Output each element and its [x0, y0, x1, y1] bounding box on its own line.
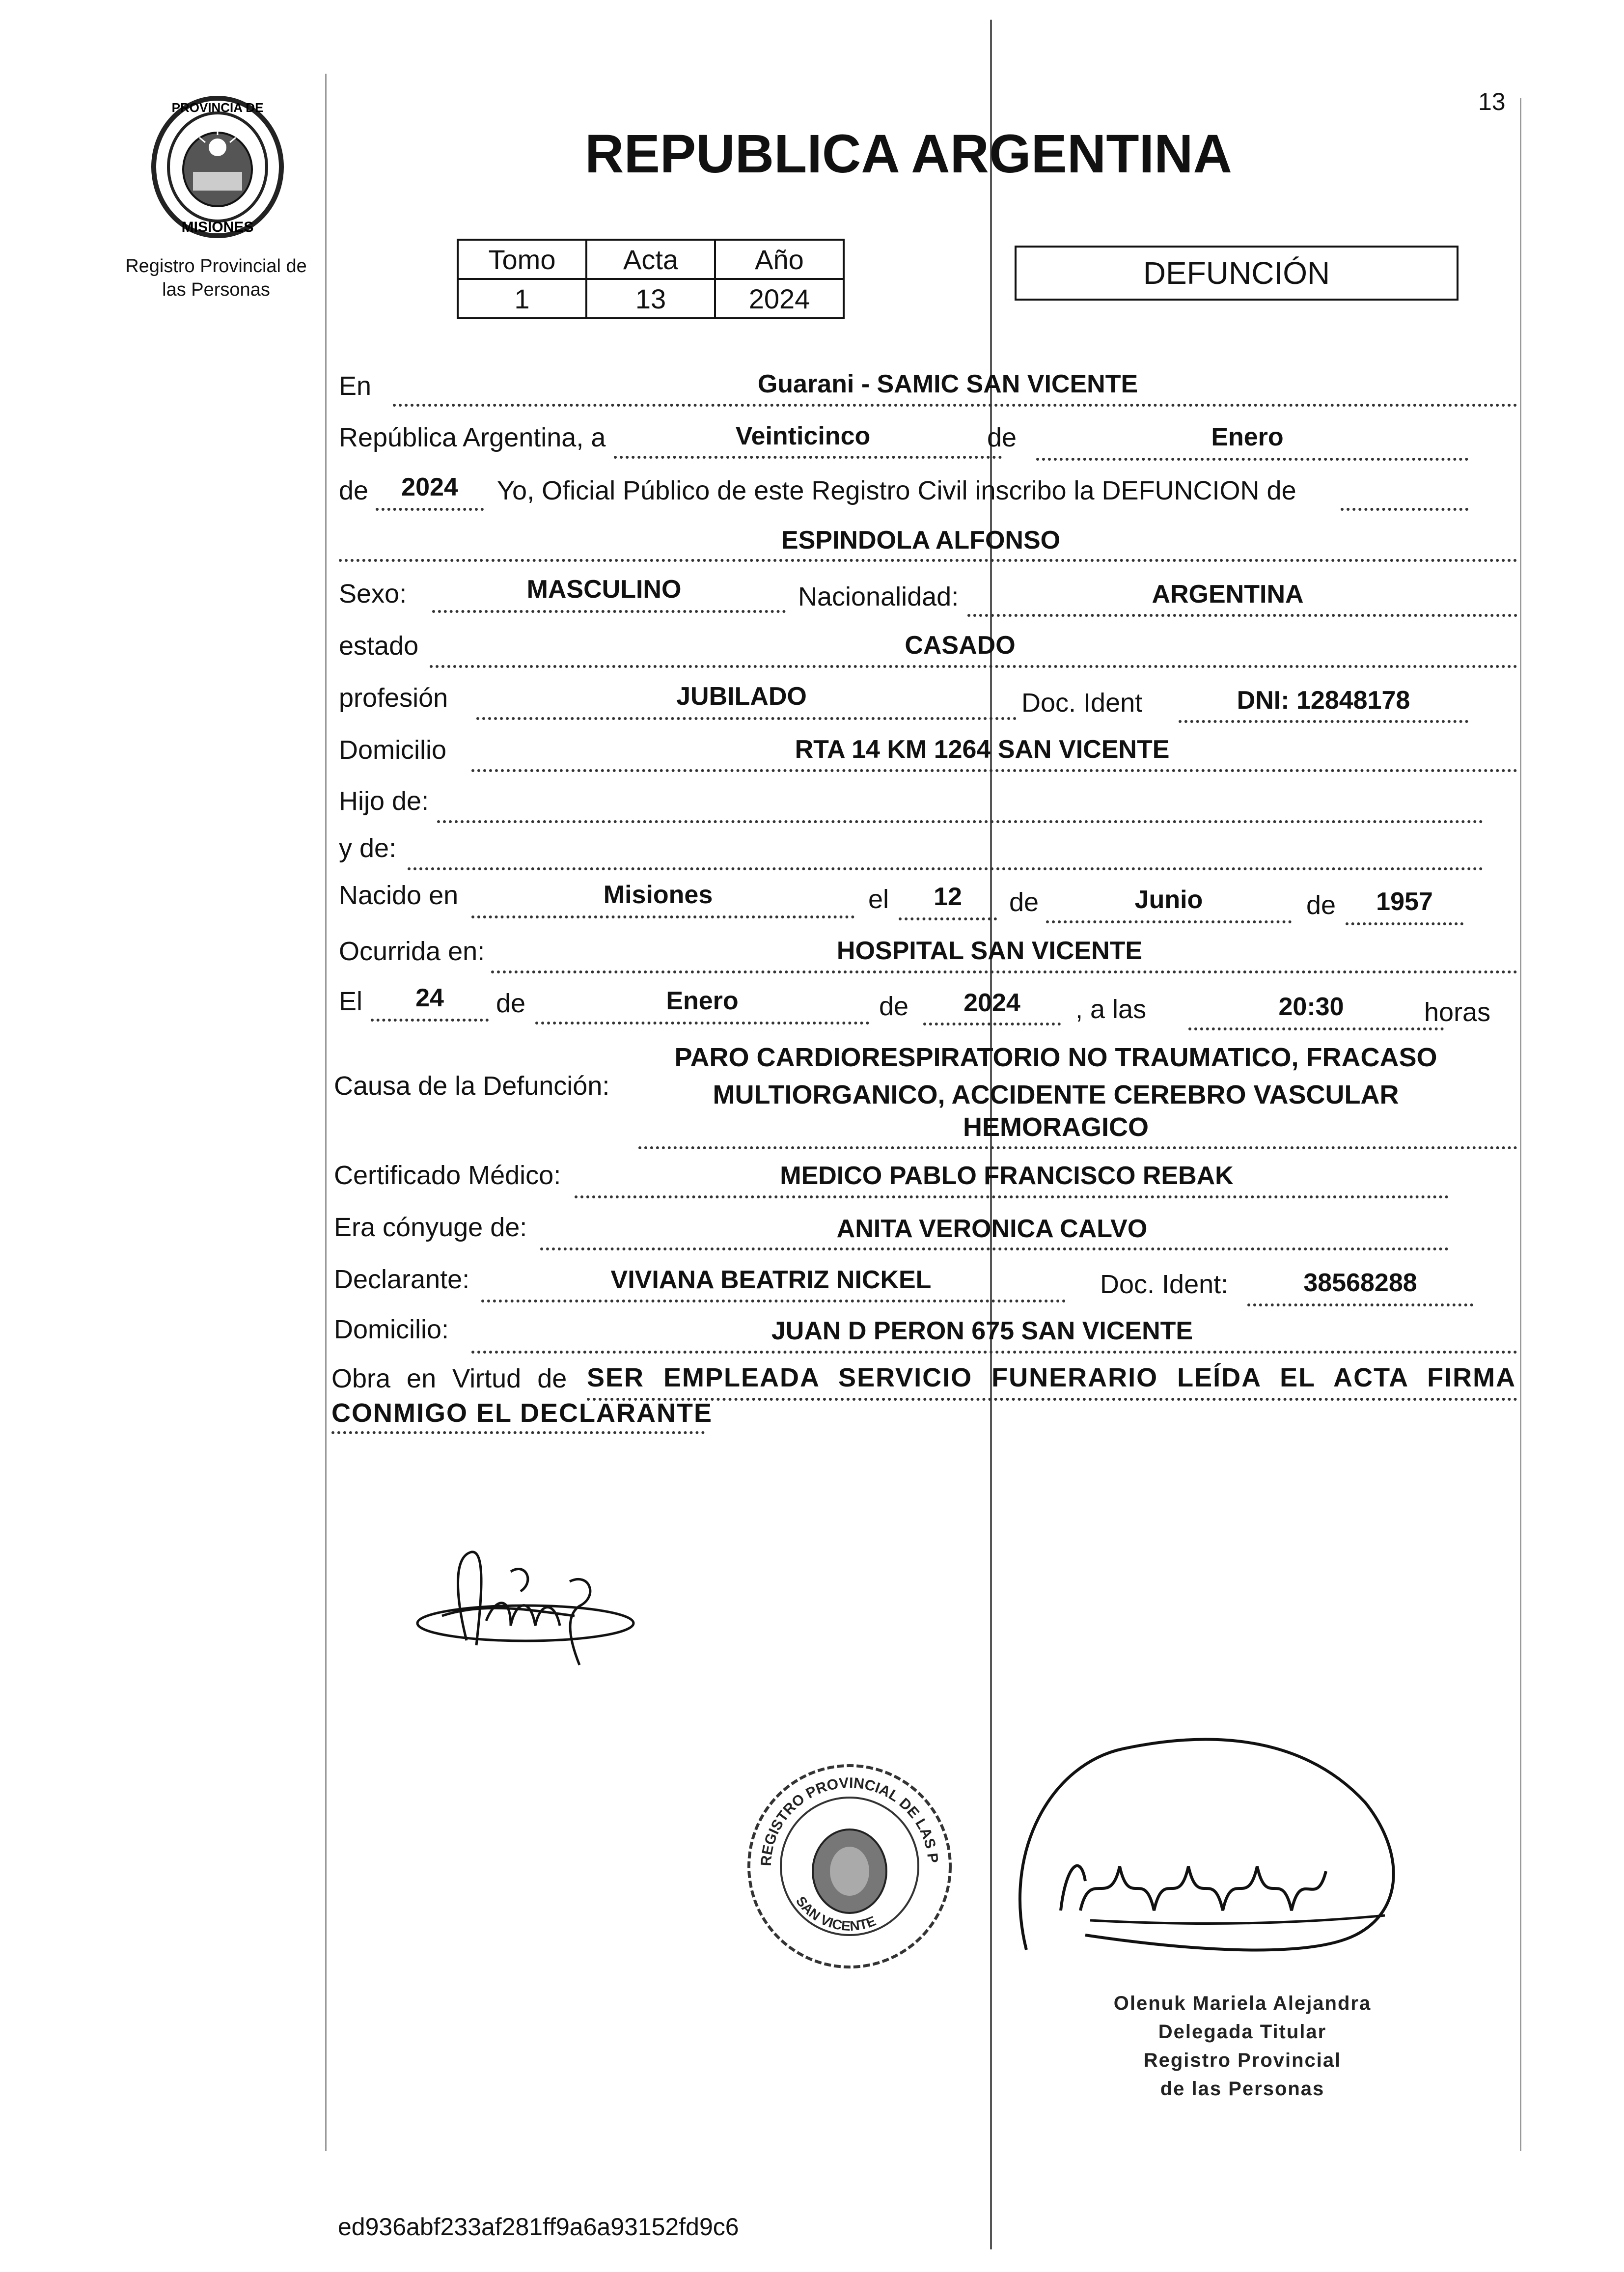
domicilio2-line	[471, 1351, 1517, 1354]
record-val-tomo: 1	[458, 279, 586, 318]
yde-label: y de:	[339, 833, 397, 863]
def-de2-label: de	[879, 992, 909, 1021]
left-margin-rule	[325, 74, 327, 2151]
obra-label: Obra en Virtud de	[331, 1364, 567, 1393]
causa-line	[638, 1146, 1517, 1149]
hora-line	[1188, 1027, 1444, 1030]
obra-value-2: CONMIGO EL DECLARANTE	[331, 1398, 713, 1428]
nac-anio-value: 1957	[1376, 887, 1433, 916]
anio-value: 2024	[401, 473, 458, 501]
certificado-label: Certificado Médico:	[334, 1161, 561, 1190]
registry-name	[113, 254, 319, 302]
nac-de-label: de	[1009, 887, 1039, 917]
declarante-line	[481, 1300, 1066, 1302]
record-val-anio: 2024	[715, 279, 844, 318]
def-anio-value: 2024	[963, 989, 1020, 1017]
profesion-value: JUBILADO	[676, 682, 807, 711]
registry-line-2: las Personas	[162, 279, 270, 300]
causa-label: Causa de la Defunción:	[334, 1071, 610, 1101]
official-signature	[963, 1704, 1454, 2009]
official-title: Delegada Titular	[1158, 2021, 1327, 2043]
estado-value: CASADO	[905, 631, 1016, 660]
seal-city-text: SAN VICENTE	[793, 1893, 878, 1934]
en-label: En	[339, 371, 372, 401]
nac-de2-label: de	[1306, 890, 1336, 920]
record-col-tomo: Tomo	[458, 240, 586, 279]
declarante-label: Declarante:	[334, 1265, 470, 1294]
doc2-line	[1247, 1303, 1473, 1306]
republica-label: República Argentina, a	[339, 423, 606, 452]
domicilio2-label: Domicilio:	[334, 1315, 449, 1344]
doc2-value: 38568288	[1303, 1269, 1417, 1297]
nacionalidad-value: ARGENTINA	[1152, 580, 1304, 609]
right-margin-rule	[1520, 98, 1521, 2151]
obra-line-2	[331, 1431, 705, 1434]
document-hash: ed936abf233af281ff9a6a93152fd9c6	[338, 2213, 739, 2241]
dia-line	[614, 456, 1002, 459]
official-name: Olenuk Mariela Alejandra	[1113, 1993, 1372, 2014]
declarant-signature	[413, 1542, 638, 1675]
alas-label: , a las	[1075, 995, 1147, 1024]
hijo-label: Hijo de:	[339, 786, 429, 816]
el2-label: El	[339, 987, 363, 1016]
estado-line	[430, 665, 1517, 668]
en-line	[393, 404, 1517, 407]
conyuge-value: ANITA VERONICA CALVO	[836, 1215, 1148, 1243]
record-table	[457, 239, 845, 319]
nacido-label: Nacido en	[339, 881, 459, 910]
doc2-label: Doc. Ident:	[1100, 1270, 1229, 1299]
ocurrida-value: HOSPITAL SAN VICENTE	[836, 937, 1143, 965]
causa-line-2: MULTIORGANICO, ACCIDENTE CEREBRO VASCULAR	[713, 1080, 1399, 1109]
yde-line	[408, 867, 1483, 870]
obra-value-1: SER EMPLEADA SERVICIO FUNERARIO LEÍDA EL ACTA FIRMA	[587, 1363, 1516, 1392]
official-stamp	[1071, 1989, 1414, 2103]
sexo-label: Sexo:	[339, 579, 407, 609]
nac-mes-line	[1046, 920, 1292, 923]
mes-line	[1036, 458, 1468, 461]
profesion-line	[476, 717, 1017, 720]
nombre-line	[339, 559, 1517, 562]
official-seal	[742, 1758, 958, 1974]
nacionalidad-line	[967, 614, 1517, 617]
def-mes-line	[535, 1022, 869, 1025]
conyuge-label: Era cónyuge de:	[334, 1213, 527, 1242]
def-anio-line	[923, 1023, 1061, 1025]
declarante-value: VIVIANA BEATRIZ NICKEL	[610, 1266, 932, 1294]
profesion-label: profesión	[339, 683, 448, 713]
page-number: 13	[1478, 88, 1506, 115]
provincial-emblem	[146, 88, 289, 241]
record-col-anio: Año	[715, 240, 844, 279]
seal-ring-text: REGISTRO PROVINCIAL DE LAS P	[758, 1774, 941, 1867]
registry-line-1: Registro Provincial de	[125, 256, 307, 277]
page-title: REPUBLICA ARGENTINA	[585, 124, 1232, 184]
doc-line	[1179, 720, 1468, 723]
conyuge-line	[540, 1247, 1449, 1250]
def-mes-value: Enero	[666, 987, 739, 1015]
de2-label: de	[339, 476, 369, 505]
domicilio-line	[471, 769, 1517, 772]
nac-mes-value: Junio	[1134, 886, 1203, 914]
ocurrida-label: Ocurrida en:	[339, 937, 485, 966]
obra-line-1	[587, 1398, 1517, 1401]
official-registry: Registro Provincial	[1143, 2050, 1342, 2071]
nac-dia-line	[899, 917, 997, 920]
record-val-acta: 13	[586, 279, 715, 318]
def-dia-value: 24	[415, 984, 444, 1012]
nombre-value: ESPINDOLA ALFONSO	[781, 526, 1061, 554]
mes-value: Enero	[1211, 423, 1284, 451]
doc-value: DNI: 12848178	[1237, 686, 1410, 715]
oficial-text: Yo, Oficial Público de este Registro Civil inscribo la DEFUNCION de	[497, 476, 1296, 505]
oficial-line	[1341, 508, 1468, 511]
emblem-ring-text: PROVINCIA DE	[171, 100, 264, 115]
estado-label: estado	[339, 631, 419, 661]
causa-line-1: PARO CARDIORESPIRATORIO NO TRAUMATICO, FRACASO	[674, 1043, 1437, 1072]
nac-anio-line	[1346, 922, 1463, 925]
certificado-value: MEDICO PABLO FRANCISCO REBAK	[780, 1162, 1234, 1190]
domicilio-value: RTA 14 KM 1264 SAN VICENTE	[795, 735, 1170, 764]
nacido-value: Misiones	[603, 881, 713, 909]
ocurrida-line	[491, 970, 1517, 973]
nacido-line	[471, 915, 854, 918]
el-label: el	[868, 885, 889, 914]
official-registry-2: de las Personas	[1160, 2078, 1325, 2100]
sexo-value: MASCULINO	[526, 575, 682, 604]
hora-value: 20:30	[1278, 993, 1344, 1021]
hijo-line	[437, 820, 1483, 823]
record-col-acta: Acta	[586, 240, 715, 279]
horas-label: horas	[1424, 997, 1491, 1027]
nac-dia-value: 12	[934, 883, 962, 911]
domicilio2-value: JUAN D PERON 675 SAN VICENTE	[771, 1317, 1193, 1345]
de-label: de	[987, 423, 1017, 452]
dia-value: Veinticinco	[735, 422, 871, 450]
emblem-bottom-text: MISIONES	[181, 219, 254, 235]
doc-label: Doc. Ident	[1021, 688, 1143, 718]
certificado-line	[575, 1195, 1449, 1198]
def-dia-line	[371, 1019, 489, 1022]
domicilio-label: Domicilio	[339, 735, 447, 765]
anio-line	[376, 508, 484, 511]
nacionalidad-label: Nacionalidad:	[798, 582, 959, 611]
causa-line-3: HEMORAGICO	[963, 1112, 1149, 1142]
def-de-label: de	[496, 989, 526, 1018]
en-value: Guarani - SAMIC SAN VICENTE	[757, 370, 1138, 398]
sexo-line	[432, 610, 786, 613]
record-type-box: DEFUNCIÓN	[1015, 246, 1459, 301]
